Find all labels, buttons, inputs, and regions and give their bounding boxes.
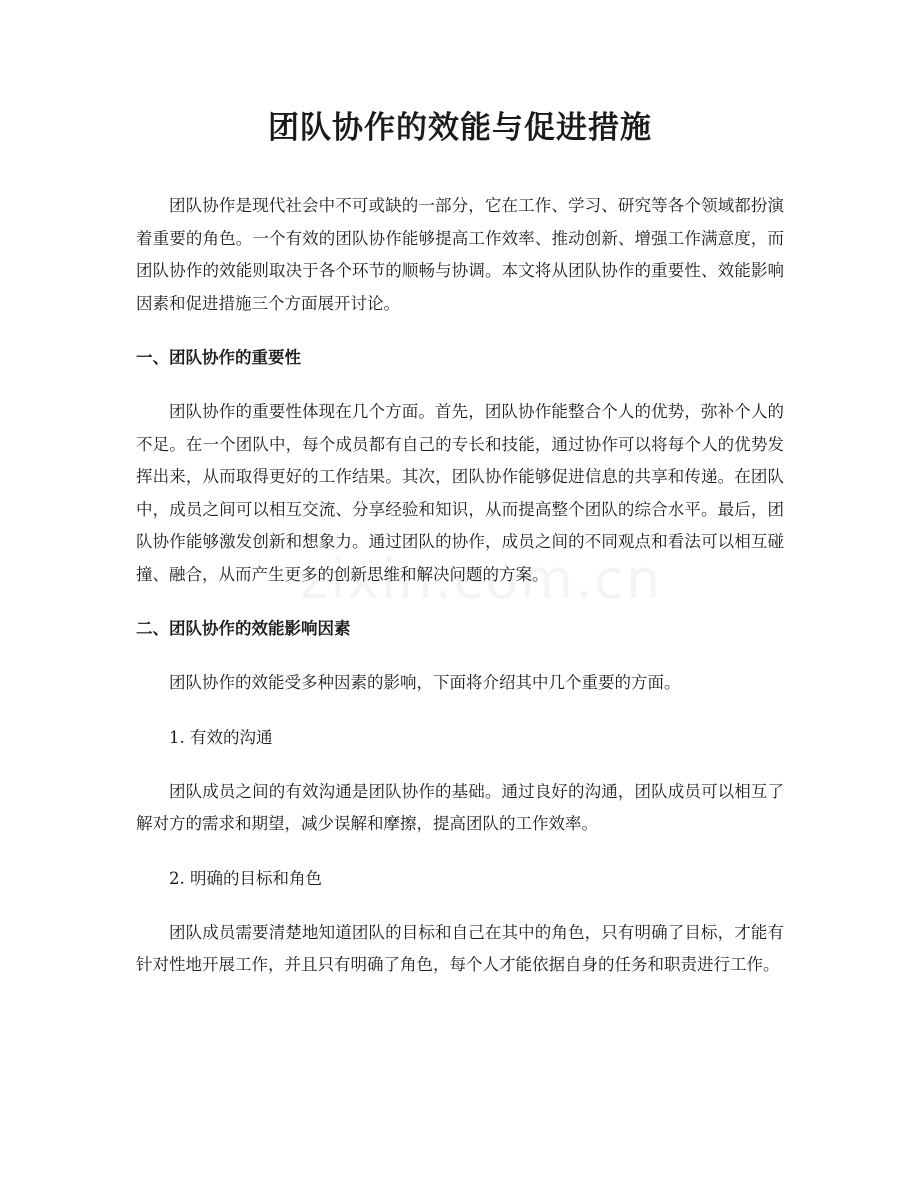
document-title: 团队协作的效能与促进措施 xyxy=(268,110,652,146)
item1-title: 1. 有效的沟通 xyxy=(169,727,273,747)
item1-paragraph: 团队成员之间的有效沟通是团队协作的基础。通过良好的沟通，团队成员可以相互了解对方的需求和期望，减少误解和摩擦，提高团队的工作效率。 xyxy=(136,781,784,833)
section2-heading: 二、团队协作的效能影响因素 xyxy=(136,619,351,638)
intro-paragraph: 团队协作是现代社会中不可或缺的一部分，它在工作、学习、研究等各个领域都扮演着重要的角色。一个有效的团队协作能够提高工作效率、推动创新、增强工作满意度，而团队协作的效能则取决于各个环节的顺畅与协调。本文将从团队协作的重要性、效能影响因素和促进措施三个方面展开讨论。 xyxy=(136,196,784,313)
section1-heading: 一、团队协作的重要性 xyxy=(136,348,301,367)
section2-intro-paragraph: 团队协作的效能受多种因素的影响，下面将介绍其中几个重要的方面。 xyxy=(169,673,681,692)
item2-paragraph: 团队成员需要清楚地知道团队的目标和自己在其中的角色，只有明确了目标，才能有针对性地开展工作，并且只有明确了角色，每个人才能依据自身的任务和职责进行工作。 xyxy=(136,922,784,974)
item2-title: 2. 明确的目标和角色 xyxy=(169,868,322,888)
section1-paragraph: 团队协作的重要性体现在几个方面。首先，团队协作能整合个人的优势，弥补个人的不足。在一个团队中，每个成员都有自己的专长和技能，通过协作可以将每个人的优势发挥出来，从而取得更好的工作结果。其次，团队协作能够促进信息的共享和传递。在团队中，成员之间可以相互交流、分享经验和知识，从而提高整个团队的综合水平。最后，团队协作能够激发创新和想象力。通过团队的协作，成员之间的不同观点和看法可以相互碰撞、融合，从而产生更多的创新思维和解决问题的方案。 xyxy=(136,402,784,584)
